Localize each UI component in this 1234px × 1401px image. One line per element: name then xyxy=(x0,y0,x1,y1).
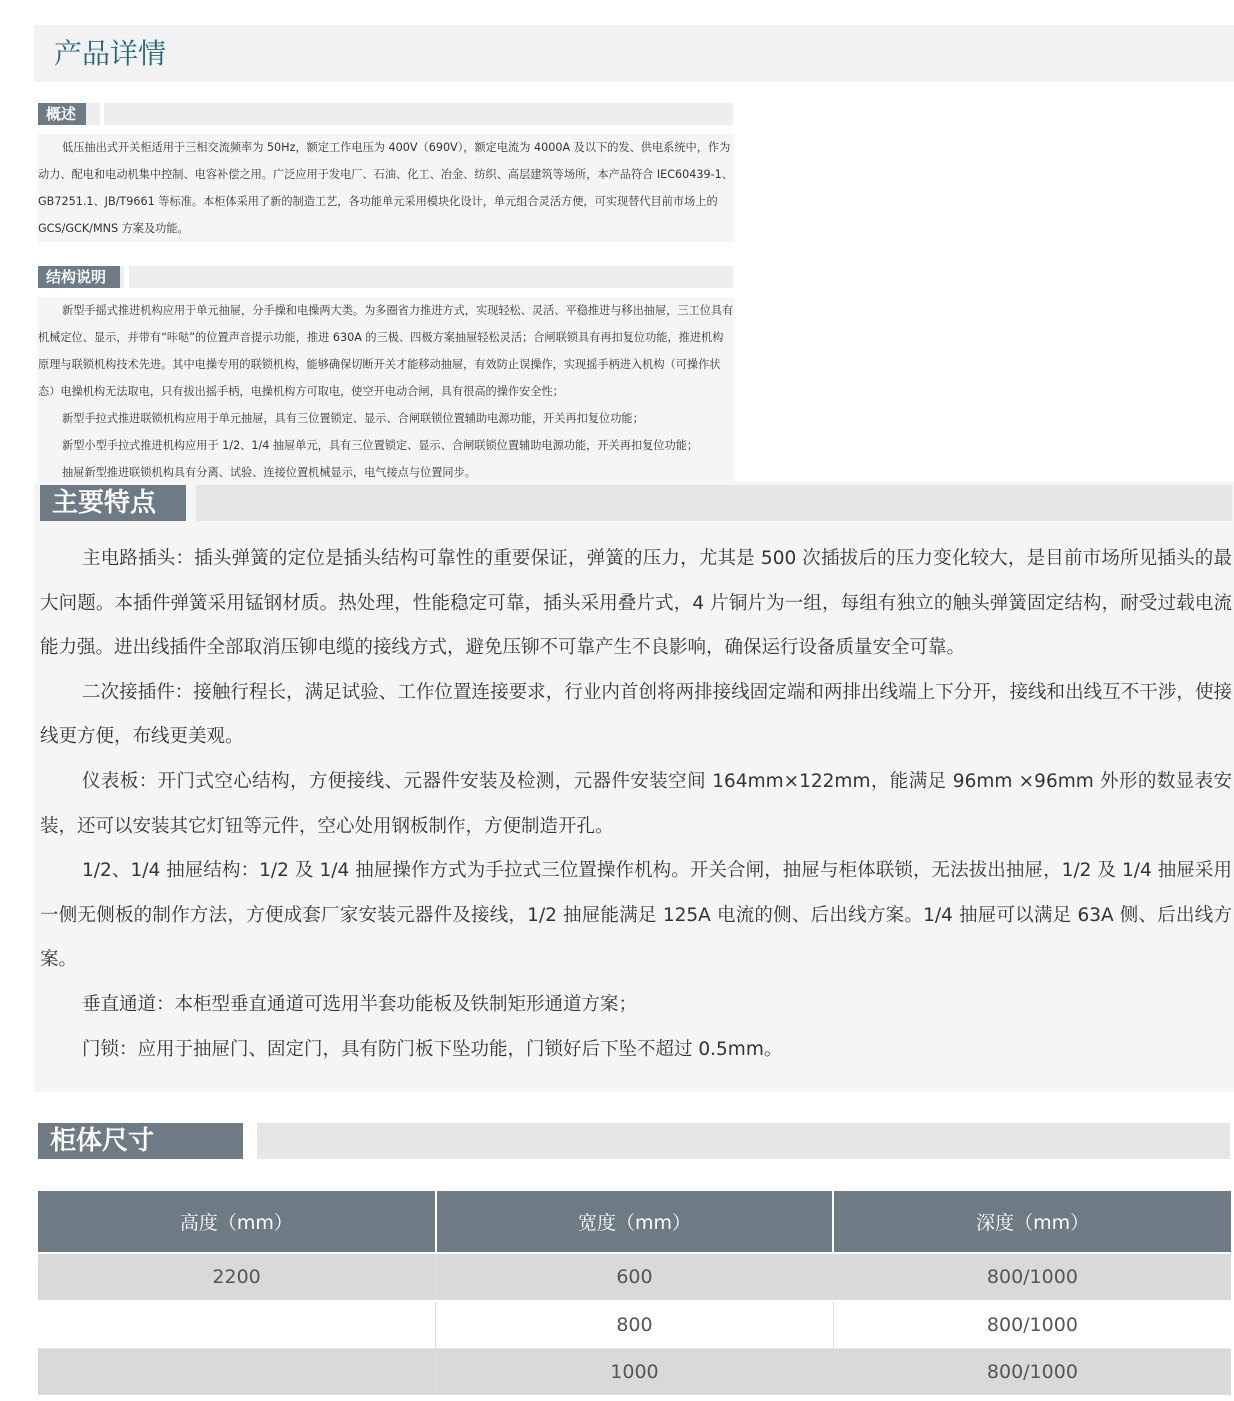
col-header-height: 高度（mm） xyxy=(38,1191,436,1253)
col-header-depth: 深度（mm） xyxy=(833,1191,1231,1253)
feature-paragraph: 垂直通道：本柜型垂直通道可选用半套功能板及铁制矩形通道方案； xyxy=(82,993,638,1015)
table-row xyxy=(38,1253,1231,1301)
feature-paragraph: 门锁：应用于抽屉门、固定门，具有防门板下坠功能，门锁好后下坠不超过 0.5mm。 xyxy=(82,1038,783,1060)
structure-paragraph: 新型小型手拉式推进机构应用于 1/2、1/4 抽屉单元，具有三位置锁定、显示、合闸联锁位置辅助电源功能，开关再扣复位功能； xyxy=(62,439,699,452)
table-header-row xyxy=(38,1191,1231,1253)
feature-paragraph: 仪表板：开门式空心结构，方便接线、元器件安装及检测，元器件安装空间 164mm×122mm，能满足 96mm ×96mm 外形的数显表安装，还可以安装其它灯钮等元件，空心处用钢板制作，方便制造开孔。 xyxy=(40,770,1232,837)
structure-paragraph: 抽屉新型推进联锁机构具有分离、试验、连接位置机械显示，电气接点与位置同步。 xyxy=(62,466,476,479)
overview-bar xyxy=(38,103,733,125)
overview-divider xyxy=(100,103,104,125)
features-section-header xyxy=(40,485,1232,521)
overview-body xyxy=(38,134,734,242)
cell-width: 1000 xyxy=(436,1349,834,1397)
col-header-width: 宽度（mm） xyxy=(436,1191,834,1253)
cell-height: 2200 xyxy=(38,1253,436,1301)
dimensions-table xyxy=(38,1191,1231,1397)
cell-width: 800 xyxy=(436,1301,834,1349)
structure-divider xyxy=(124,266,129,288)
feature-paragraph: 主电路插头：插头弹簧的定位是插头结构可靠性的重要保证，弹簧的压力，尤其是 500 次插拔后的压力变化较大，是目前市场所见插头的最大问题。本插件弹簧采用锰钢材质。热处理，性能稳定可靠，插头采用叠片式，4 片铜片为一组，每组有独立的触头弹簧固定结构，耐受过载电流能力强。进出线插件全部取消压铆电缆的接线方式，避免压铆不可靠产生不良影响，确保运行设备质量安全可靠。 xyxy=(40,548,1232,659)
dimensions-section-header xyxy=(38,1123,1230,1159)
cell-depth: 800/1000 xyxy=(833,1301,1231,1349)
overview-text: 低压抽出式开关柜适用于三相交流频率为 50Hz，额定工作电压为 400V（690V），额定电流为 4000A 及以下的发、供电系统中，作为动力、配电和电动机集中控制、电容补偿之用。广泛应用于发电厂、石油、化工、冶金、纺织、高层建筑等场所，本产品符合 IEC60439-1、GB7251.1、JB/T9661 等标准。本柜体采用了新的制造工艺，各功能单元采用模块化设计，单元组合灵活方便，可实现替代目前市场上的 GCS/GCK/MNS 方案及功能。 xyxy=(38,141,733,235)
overview-label: 概述 xyxy=(38,103,86,125)
structure-paragraph: 新型手摇式推进机构应用于单元抽屉，分手操和电操两大类。为多圈省力推进方式，实现轻松、灵活、平稳推进与移出抽屉，三工位具有机械定位、显示，并带有“咔哒”的位置声音提示功能，推进 630A 的三极、四极方案抽屉轻松灵活；合闸联锁具有再扣复位功能，推进机构原理与联锁机构技术先进。其中电操专用的联锁机构，能够确保切断开关才能移动抽屉，有效防止误操作，实现摇手柄进入机构（可操作状态）电操机构无法取电，只有拔出摇手柄，电操机构方可取电，使空开电动合闸，具有很高的操作安全性； xyxy=(38,304,734,398)
cell-height xyxy=(38,1301,436,1349)
table-row xyxy=(38,1301,1231,1349)
cell-depth: 800/1000 xyxy=(833,1253,1231,1301)
features-body xyxy=(40,537,1232,1072)
structure-paragraph: 新型手拉式推进联锁机构应用于单元抽屉，具有三位置锁定、显示、合闸联锁位置辅助电源功能，开关再扣复位功能； xyxy=(62,412,644,425)
page-header xyxy=(34,25,1234,82)
structure-label: 结构说明 xyxy=(38,266,120,288)
features-strip xyxy=(196,485,1232,521)
dimensions-label: 柜体尺寸 xyxy=(38,1123,243,1159)
cell-width: 600 xyxy=(436,1253,834,1301)
dimensions-strip xyxy=(257,1123,1230,1159)
table-row xyxy=(38,1349,1231,1397)
structure-bar xyxy=(38,266,733,288)
feature-paragraph: 1/2、1/4 抽屉结构：1/2 及 1/4 抽屉操作方式为手拉式三位置操作机构。开关合闸，抽屉与柜体联锁，无法拔出抽屉，1/2 及 1/4 抽屉采用一侧无侧板的制作方法，方便成套厂家安装元器件及接线，1/2 抽屉能满足 125A 电流的侧、后出线方案。1/4 抽屉可以满足 63A 侧、后出线方案。 xyxy=(40,860,1232,971)
overview-section-header xyxy=(38,103,733,125)
cell-depth: 800/1000 xyxy=(833,1349,1231,1397)
features-label: 主要特点 xyxy=(40,485,186,521)
structure-section-header xyxy=(38,266,733,288)
feature-paragraph: 二次接插件：接触行程长，满足试验、工作位置连接要求，行业内首创将两排接线固定端和两排出线端上下分开，接线和出线互不干涉，使接线更方便，布线更美观。 xyxy=(40,681,1232,748)
cell-height xyxy=(38,1349,436,1397)
spacer xyxy=(38,242,734,266)
page-title: 产品详情 xyxy=(54,37,167,70)
structure-body xyxy=(38,297,734,485)
